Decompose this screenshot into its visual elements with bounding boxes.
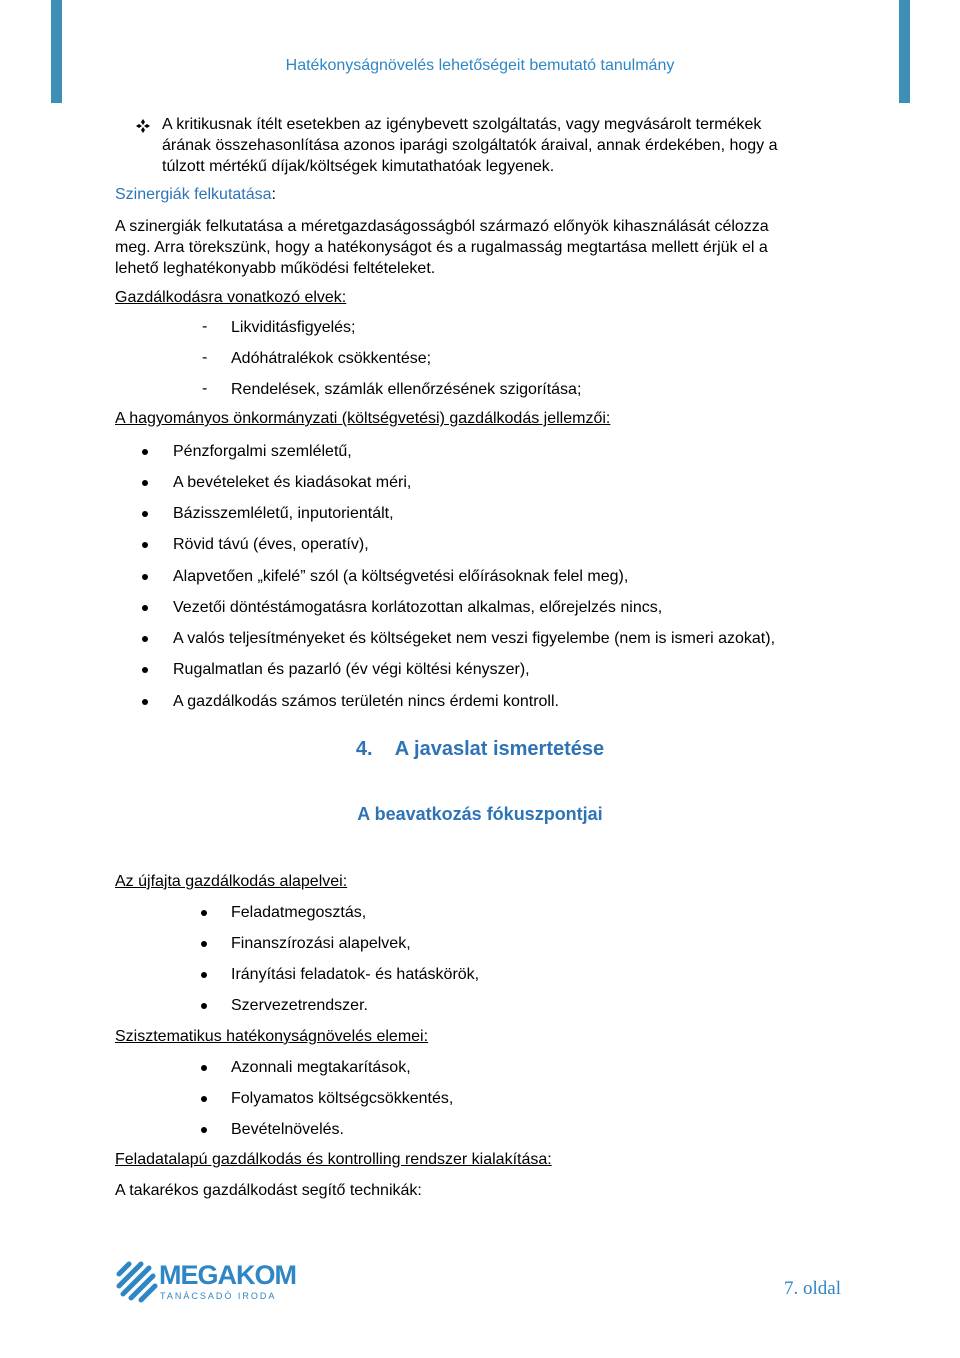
bullet-icon [142,574,148,580]
management-item-3: Rendelések, számlák ellenőrzésének szigorítása; [231,381,582,398]
bullet-icon [142,542,148,548]
traditional-item-7: A valós teljesítményeket és költségeket nem veszi figyelembe (nem is ismeri azokat), [173,630,776,647]
systematic-item-3: Bevételnövelés. [231,1121,344,1138]
saving-techniques-text: A takarékos gazdálkodást segítő technikák: [115,1182,422,1199]
new-principle-2: Finanszírozási alapelvek, [231,935,411,952]
new-principles-heading: Az újfajta gazdálkodás alapelvei: [115,873,348,890]
synergies-line-2: meg. Arra törekszünk, hogy a hatékonyságot és a rugalmasság megtartása mellett érjük el a [115,239,768,256]
logo-subtitle: TANÁCSADÓ IRODA [160,1291,277,1301]
synergies-line-1: A szinergiák felkutatása a méretgazdaságosságból származó előnyök kihasználását célozza [115,218,769,235]
diamond-bullet-icon [136,119,150,133]
management-item-1: Likviditásfigyelés; [231,319,356,336]
bullet-icon [201,910,207,916]
document-header-title: Hatékonyságnövelés lehetőségeit bemutató tanulmány [285,57,675,74]
new-principle-4: Szervezetrendszer. [231,997,368,1014]
task-based-heading: Feladatalapú gazdálkodás és kontrolling rendszer kialakítása: [115,1151,552,1168]
logo-name: MEGAKOM [159,1260,296,1290]
page-number: 7. oldal [784,1278,841,1299]
synergies-line-3: lehető leghatékonyabb működési feltételeket. [115,260,436,277]
bullet-icon [142,480,148,486]
systematic-item-1: Azonnali megtakarítások, [231,1059,411,1076]
dash-marker: - [202,380,208,397]
logo-stripes-icon [115,1260,159,1306]
dash-marker: - [202,349,208,366]
synergies-heading: Szinergiák felkutatása: [115,186,276,203]
intro-line-1: A kritikusnak ítélt esetekben az igénybevett szolgáltatás, vagy megvásárolt termékek [162,116,762,133]
traditional-item-1: Pénzforgalmi szemléletű, [173,443,352,460]
traditional-item-8: Rugalmatlan és pazarló (év végi költési kényszer), [173,661,530,678]
bullet-icon [142,699,148,705]
bullet-icon [142,449,148,455]
bullet-icon [142,667,148,673]
new-principle-1: Feladatmegosztás, [231,904,367,921]
systematic-heading: Szisztematikus hatékonyságnövelés elemei: [115,1028,429,1045]
bullet-icon [201,972,207,978]
new-principle-3: Irányítási feladatok- és hatáskörök, [231,966,480,983]
bullet-icon [201,1003,207,1009]
traditional-heading: A hagyományos önkormányzati (költségvetési) gazdálkodás jellemzői: [115,410,611,427]
bullet-icon [201,1096,207,1102]
systematic-item-2: Folyamatos költségcsökkentés, [231,1090,454,1107]
header-bar-left [51,0,62,103]
megakom-logo [115,1258,296,1308]
traditional-item-4: Rövid távú (éves, operatív), [173,536,369,553]
traditional-item-3: Bázisszemléletű, inputorientált, [173,505,394,522]
traditional-item-6: Vezetői döntéstámogatásra korlátozottan alkalmas, előrejelzés nincs, [173,599,663,616]
section-heading: 4. A javaslat ismertetése [355,738,605,760]
bullet-icon [201,941,207,947]
management-principles-heading: Gazdálkodásra vonatkozó elvek: [115,289,347,306]
traditional-item-9: A gazdálkodás számos területén nincs érdemi kontroll. [173,693,559,710]
dash-marker: - [202,318,208,335]
section-subtitle: A beavatkozás fókuszpontjai [357,804,603,824]
bullet-icon [142,511,148,517]
bullet-icon [142,636,148,642]
bullet-icon [201,1065,207,1071]
bullet-icon [142,605,148,611]
management-item-2: Adóhátralékok csökkentése; [231,350,432,367]
traditional-item-2: A bevételeket és kiadásokat méri, [173,474,412,491]
traditional-item-5: Alapvetően „kifelé” szól (a költségvetési előírásoknak felel meg), [173,568,629,585]
header-bar-right [899,0,910,103]
intro-line-3: túlzott mértékű díjak/költségek kimutathatóak legyenek. [162,158,555,175]
bullet-icon [201,1127,207,1133]
intro-line-2: árának összehasonlítása azonos iparági szolgáltatók áraival, annak érdekében, hogy a [162,137,778,154]
